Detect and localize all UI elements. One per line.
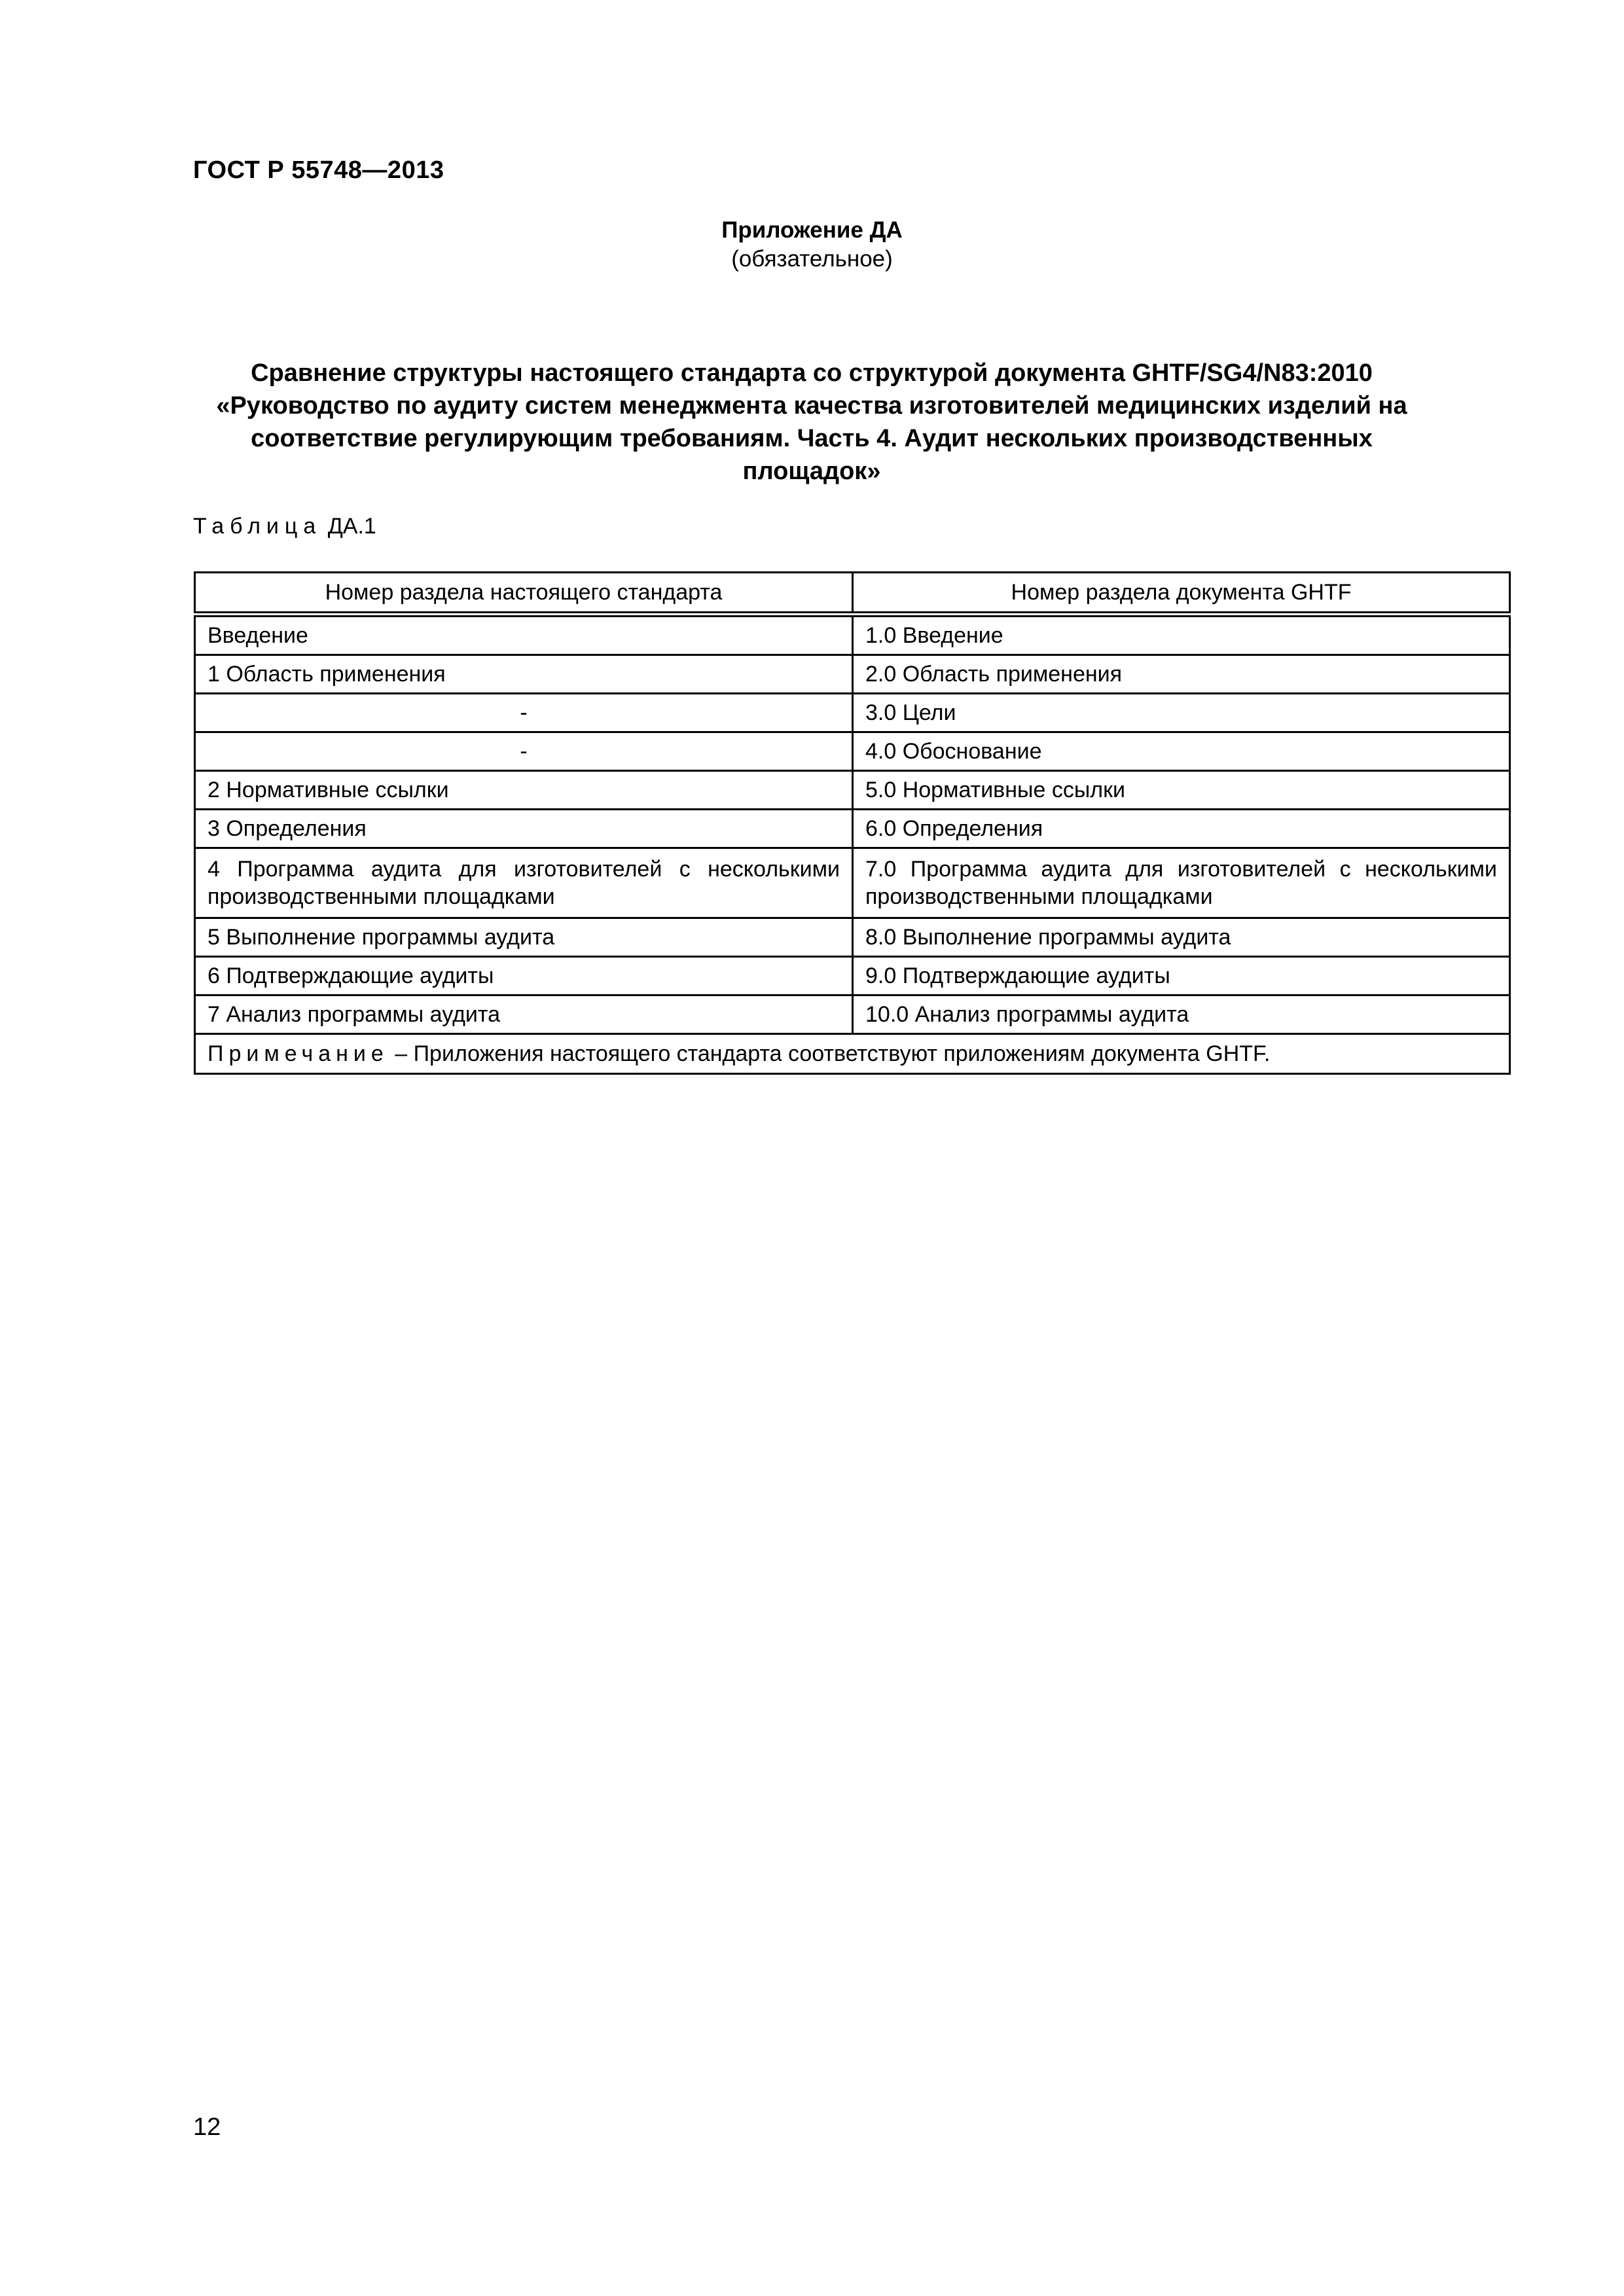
title-line: площадок»: [742, 457, 881, 485]
table-row: [195, 655, 1510, 694]
cell-standard-section: 5 Выполнение программы аудита: [195, 918, 853, 957]
table-note-row: [195, 1034, 1510, 1074]
appendix-title: [177, 357, 1447, 488]
cell-standard-section: 3 Определения: [195, 810, 853, 848]
cell-ghtf-section: 7.0 Программа аудита для изготовителей с несколькими производственными площадками: [853, 848, 1510, 918]
table-caption-prefix: Таблица: [193, 514, 322, 539]
cell-ghtf-section: 3.0 Цели: [853, 694, 1510, 732]
cell-ghtf-section: 1.0 Введение: [853, 615, 1510, 655]
cell-standard-section: 6 Подтверждающие аудиты: [195, 957, 853, 996]
cell-standard-section: 2 Нормативные ссылки: [195, 771, 853, 810]
document-id: ГОСТ Р 55748—2013: [193, 156, 444, 184]
page-number: 12: [193, 2113, 221, 2141]
note-text: – Приложения настоящего стандарта соответствуют приложениям документа GHTF.: [388, 1041, 1271, 1066]
appendix-heading: [0, 216, 1624, 274]
structure-comparison-table: [194, 571, 1511, 1075]
cell-standard-section: 7 Анализ программы аудита: [195, 996, 853, 1034]
appendix-status: (обязательное): [731, 246, 893, 272]
table-header-row: [195, 573, 1510, 615]
table-row: [195, 694, 1510, 732]
column-header-standard: Номер раздела настоящего стандарта: [195, 573, 853, 615]
table-row: [195, 918, 1510, 957]
title-line: Сравнение структуры настоящего стандарта со структурой документа GHTF/SG4/N83:2010: [251, 359, 1373, 387]
table-note: [195, 1034, 1510, 1074]
table-caption-number: ДА.1: [327, 514, 376, 539]
table-row: [195, 771, 1510, 810]
table-row: [195, 848, 1510, 918]
table-caption: [193, 512, 376, 541]
cell-ghtf-section: 8.0 Выполнение программы аудита: [853, 918, 1510, 957]
table-row: [195, 732, 1510, 771]
appendix-label: Приложение ДА: [721, 217, 903, 243]
cell-standard-section: 1 Область применения: [195, 655, 853, 694]
title-line: соответствие регулирующим требованиям. Часть 4. Аудит нескольких производственных: [251, 425, 1373, 452]
cell-standard-section: Введение: [195, 615, 853, 655]
table-row: [195, 810, 1510, 848]
table-row: [195, 615, 1510, 655]
table-row: [195, 996, 1510, 1034]
cell-ghtf-section: 10.0 Анализ программы аудита: [853, 996, 1510, 1034]
cell-standard-section: -: [195, 732, 853, 771]
cell-ghtf-section: 4.0 Обоснование: [853, 732, 1510, 771]
table-row: [195, 957, 1510, 996]
cell-ghtf-section: 9.0 Подтверждающие аудиты: [853, 957, 1510, 996]
cell-ghtf-section: 2.0 Область применения: [853, 655, 1510, 694]
title-line: «Руководство по аудиту систем менеджмента качества изготовителей медицинских изделий на: [216, 392, 1407, 420]
cell-ghtf-section: 5.0 Нормативные ссылки: [853, 771, 1510, 810]
cell-standard-section: -: [195, 694, 853, 732]
note-label: Примечание: [208, 1041, 389, 1066]
column-header-ghtf: Номер раздела документа GHTF: [853, 573, 1510, 615]
cell-ghtf-section: 6.0 Определения: [853, 810, 1510, 848]
cell-standard-section: 4 Программа аудита для изготовителей с несколькими производственными площадками: [195, 848, 853, 918]
